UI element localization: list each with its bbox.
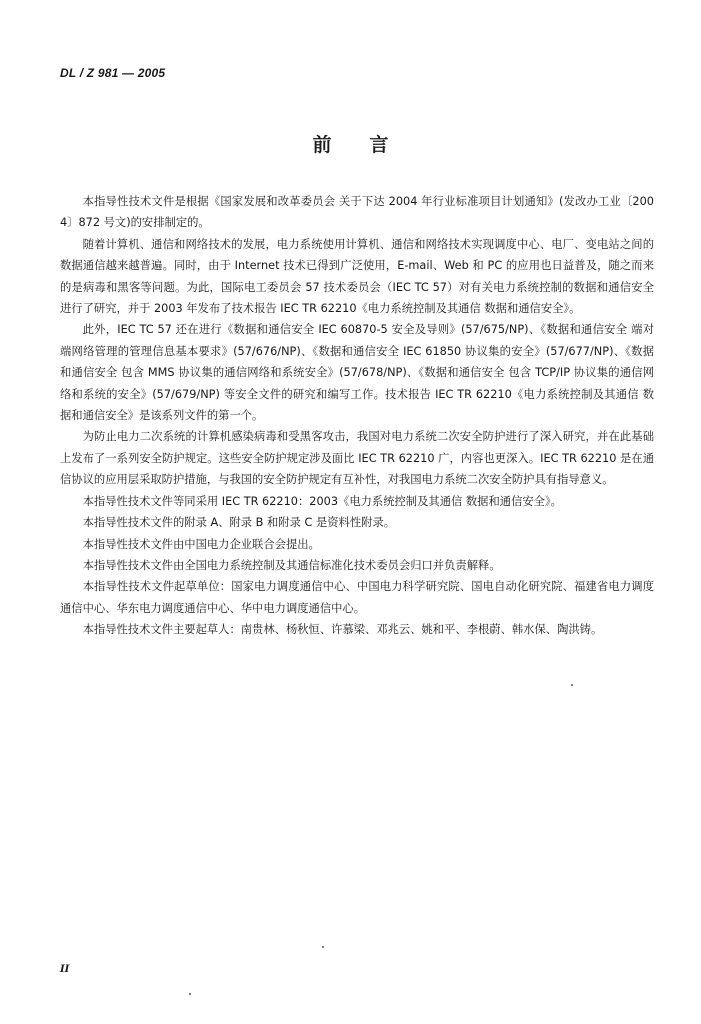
- page-number: II: [60, 964, 70, 975]
- page-title: 前言: [312, 134, 427, 156]
- scan-speck: [571, 684, 573, 686]
- paragraph: 为防止电力二次系统的计算机感染病毒和受黑客攻击，我国对电力系统二次安全防护进行了深入研究，并在此基础上发布了一系列安全防护规定。这些安全防护规定涉及面比 IEC TR 62210 广，内容也更深入。IEC TR 62210 是在通信协议的应用层采取防护措施，与我国的安全防护规定有互补性，对我国电力系统二次安全防护具有指导意义。: [60, 430, 654, 487]
- paragraph: 本指导性技术文件主要起草人：南贵林、杨秋恒、许慕梁、邓兆云、姚和平、李根蔚、韩水保、陶洪铸。: [82, 623, 603, 637]
- paragraph: 本指导性技术文件是根据《国家发展和改革委员会 关于下达 2004 年行业标准项目计划通知》(发改办工业〔2004〕872 号文)的安排制定的。: [60, 195, 654, 230]
- paragraph: 本指导性技术文件等同采用 IEC TR 62210：2003《电力系统控制及其通信 数据和通信安全》。: [82, 494, 562, 508]
- paragraph: 本指导性技术文件的附录 A、附录 B 和附录 C 是资料性附录。: [82, 516, 396, 530]
- scan-speck: [322, 946, 324, 948]
- paragraph: 随着计算机、通信和网络技术的发展，电力系统使用计算机、通信和网络技术实现调度中心、电厂、变电站之间的数据通信越来越普遍。同时，由于 Internet 技术已得到广泛使用，E-mail、Web 和 PC 的应用也日益普及，随之而来的是病毒和黑客等问题。为此，国际电工委员会 57 技术委员会（IEC TC 57）对有关电力系统控制的数据和通信安全进行了研究，并于 2003 年发布了技术报告 IEC TR 62210《电力系统控制及其通信 数据和通信安全》。: [60, 237, 654, 316]
- paragraph: 此外，IEC TC 57 还在进行《数据和通信安全 IEC 60870-5 安全及导则》(57/675/NP)、《数据和通信安全 端对端网络管理的管理信息基本要求》(57/676/NP)、《数据和通信安全 IEC 61850 协议集的安全》(57/677/NP)、《数据和通信安全 包含 MMS 协议集的通信网络和系统安全》(57/678/NP)、《数据和通信安全 包含 TCP/IP 协议集的通信网络和系统的安全》(57/679/NP) 等安全文件的研究和编写工作。技术报告 IEC TR 62210《电力系统控制及其通信 数据和通信安全》是该系列文件的第一个。: [60, 323, 654, 423]
- foreword-body: [60, 191, 654, 641]
- paragraph: 本指导性技术文件由中国电力企业联合会提出。: [82, 537, 320, 551]
- paragraph: 本指导性技术文件由全国电力系统控制及其通信标准化技术委员会归口并负责解释。: [82, 558, 501, 572]
- paragraph: 本指导性技术文件起草单位：国家电力调度通信中心、中国电力科学研究院、国电自动化研究院、福建省电力调度通信中心、华东电力调度通信中心、华中电力调度通信中心。: [60, 580, 654, 615]
- document-code: DL / Z 981 — 2005: [60, 66, 166, 80]
- scan-speck: [189, 993, 191, 995]
